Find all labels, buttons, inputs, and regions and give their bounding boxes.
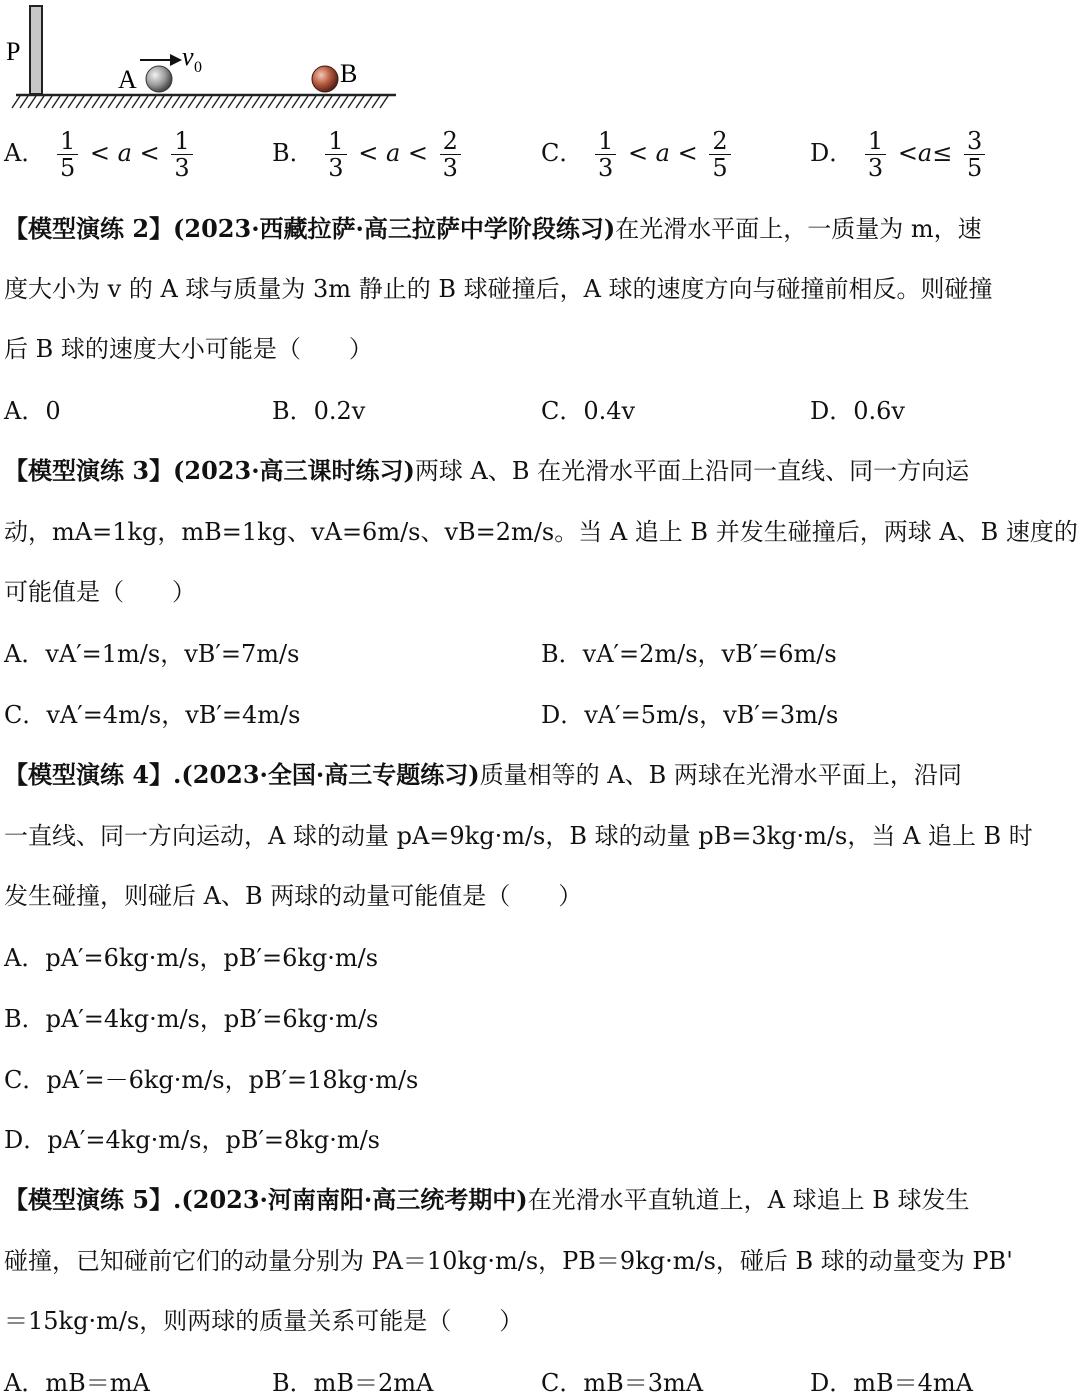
q2-line-3: 后 B 球的速度大小可能是（ ） bbox=[4, 335, 373, 363]
ball-a bbox=[146, 66, 172, 92]
q1-option-c: C． $\frac{1}{3}$ < a < $\frac{2}{5}$ bbox=[541, 128, 735, 181]
q3-heading: 【模型演练 3】(2023·高三课时练习) bbox=[4, 456, 415, 485]
q3-line-1: 【模型演练 3】(2023·高三课时练习)两球 A、B 在光滑水平面上沿同一直线、同一方向运 bbox=[4, 456, 970, 485]
q5-line-2: 碰撞，已知碰前它们的动量分别为 PA＝10kg·m/s，PB＝9kg·m/s，碰后 B 球的动量变为 PB' bbox=[4, 1247, 1013, 1275]
q4-option-c: C．pA′=－6kg·m/s，pB′=18kg·m/s bbox=[4, 1066, 419, 1094]
ball-b bbox=[312, 66, 338, 92]
fraction: $\frac{1}{3}$ bbox=[171, 128, 192, 181]
fraction: $\frac{2}{5}$ bbox=[709, 128, 730, 181]
q4-option-d: D．pA′=4kg·m/s，pB′=8kg·m/s bbox=[4, 1126, 380, 1154]
velocity-arrow-head bbox=[170, 54, 182, 66]
q4-line-3: 发生碰撞，则碰后 A、B 两球的动量可能值是（ ） bbox=[4, 882, 583, 910]
collision-diagram bbox=[0, 0, 420, 115]
q5-line-1: 【模型演练 5】.(2023·河南南阳·高三统考期中)在光滑水平直轨道上，A 球追上 B 球发生 bbox=[4, 1185, 970, 1214]
q1-option-b: B． $\frac{1}{3}$ < a < $\frac{2}{3}$ bbox=[272, 128, 465, 181]
q2-heading: 【模型演练 2】(2023·西藏拉萨·高三拉萨中学阶段练习) bbox=[4, 214, 616, 243]
q5-heading: 【模型演练 5】.(2023·河南南阳·高三统考期中) bbox=[4, 1185, 528, 1214]
q3-option-d: D．vA′=5m/s，vB′=3m/s bbox=[541, 701, 839, 729]
q4-line-1: 【模型演练 4】.(2023·全国·高三专题练习)质量相等的 A、B 两球在光滑水平面上，沿同 bbox=[4, 760, 962, 789]
label-v: v bbox=[182, 42, 194, 71]
q1-option-a: A． $\frac{1}{5}$ < a < $\frac{1}{3}$ bbox=[4, 128, 197, 181]
wall-p bbox=[30, 6, 42, 94]
q4-line-2: 一直线、同一方向运动，A 球的动量 pA=9kg·m/s，B 球的动量 pB=3kg·m/s，当 A 追上 B 时 bbox=[4, 822, 1033, 850]
q3-option-a: A．vA′=1m/s，vB′=7m/s bbox=[4, 640, 300, 668]
q5-line-3: ＝15kg·m/s，则两球的质量关系可能是（ ） bbox=[4, 1307, 524, 1335]
label-p: P bbox=[6, 37, 21, 66]
q4-option-b: B．pA′=4kg·m/s，pB′=6kg·m/s bbox=[4, 1005, 379, 1033]
q2-line-2: 度大小为 v 的 A 球与质量为 3m 静止的 B 球碰撞后，A 球的速度方向与碰撞前相反。则碰撞 bbox=[4, 275, 993, 303]
q5-option-c: C．mB＝3mA bbox=[541, 1369, 704, 1397]
q2-option-c: C．0.4v bbox=[541, 397, 636, 425]
q4-option-a: A．pA′=6kg·m/s，pB′=6kg·m/s bbox=[4, 944, 379, 972]
q5-option-b: B．mB＝2mA bbox=[272, 1369, 434, 1397]
q2-option-b: B．0.2v bbox=[272, 397, 366, 425]
q2-option-a: A．0 bbox=[4, 397, 61, 425]
label-a: A bbox=[118, 65, 137, 94]
q4-heading: 【模型演练 4】.(2023·全国·高三专题练习) bbox=[4, 760, 480, 789]
fraction: $\frac{1}{5}$ bbox=[57, 128, 78, 181]
q5-option-d: D．mB＝4mA bbox=[810, 1369, 973, 1397]
label-v-sub: 0 bbox=[194, 59, 202, 76]
q2-line-1: 【模型演练 2】(2023·西藏拉萨·高三拉萨中学阶段练习)在光滑水平面上，一质量为 m，速 bbox=[4, 214, 982, 243]
label-b: B bbox=[340, 59, 358, 88]
q3-option-b: B．vA′=2m/s，vB′=6m/s bbox=[541, 640, 837, 668]
q3-option-c: C．vA′=4m/s，vB′=4m/s bbox=[4, 701, 301, 729]
fraction: $\frac{1}{3}$ bbox=[325, 128, 346, 181]
q3-line-2: 动，mA=1kg，mB=1kg、vA=6m/s、vB=2m/s。当 A 追上 B 并发生碰撞后，两球 A、B 速度的 bbox=[4, 518, 1078, 546]
q3-line-3: 可能值是（ ） bbox=[4, 578, 196, 606]
ground-hatching bbox=[12, 96, 388, 108]
q2-option-d: D．0.6v bbox=[810, 397, 905, 425]
q5-option-a: A．mB＝mA bbox=[4, 1369, 150, 1397]
fraction: $\frac{2}{3}$ bbox=[440, 128, 461, 181]
q1-option-d: D． $\frac{1}{3}$ <a≤ $\frac{3}{5}$ bbox=[810, 128, 989, 181]
fraction: $\frac{3}{5}$ bbox=[964, 128, 985, 181]
fraction: $\frac{1}{3}$ bbox=[865, 128, 886, 181]
fraction: $\frac{1}{3}$ bbox=[595, 128, 616, 181]
